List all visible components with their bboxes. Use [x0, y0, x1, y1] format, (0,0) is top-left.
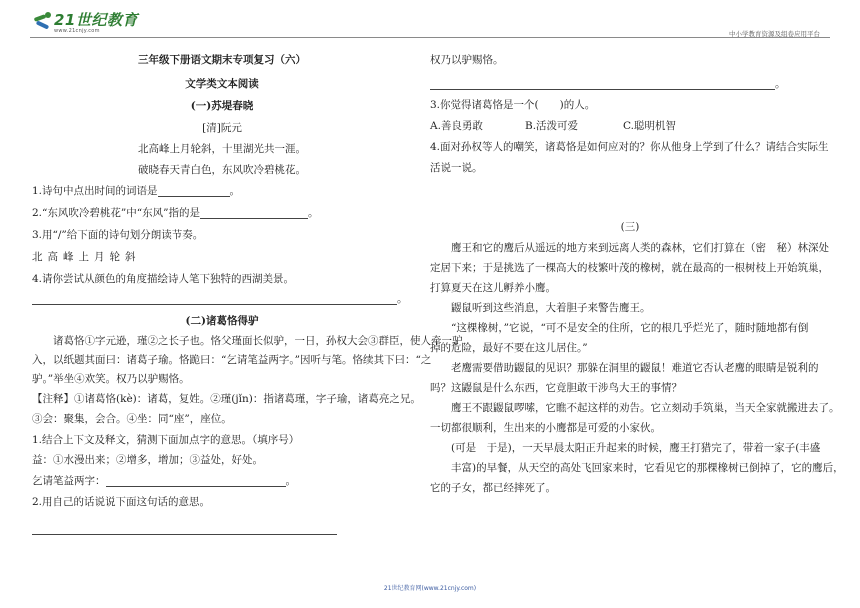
answer-line-2-2-right: 。: [430, 78, 830, 90]
section3-title: (三): [620, 221, 640, 233]
poem-line-2: 破晓春天青白色，东风吹冷碧桃花。: [138, 164, 306, 176]
option-c[interactable]: C.聪明机智: [623, 120, 676, 132]
question-2-3: 3.你觉得诸葛恪是一个( )的人。: [430, 99, 596, 111]
runner-logo-icon: [32, 12, 52, 34]
platform-name: 中小学教育资源及组卷应用平台: [729, 30, 820, 38]
option-b[interactable]: B.活泼可爱: [525, 120, 579, 132]
passage-2-line-2: 入，以纸题其面曰：诸葛子瑜。恪跪曰：“乞请笔益两字。”因听与笔。恪续其下曰：“之: [32, 354, 432, 366]
rhythm-poem-line[interactable]: 北高峰上月轮斜: [32, 251, 141, 263]
passage-3-line-4: 鼹鼠听到这些消息，大着胆子来警告鹰王。: [451, 302, 651, 314]
section-subtitle: 文学类文本阅读: [185, 78, 259, 90]
question-2-3-options: [430, 120, 830, 132]
question-2-text: 2.“东风吹冷碧桃花”中“东风”指的是: [32, 207, 200, 219]
answer-line-2-2[interactable]: [32, 534, 337, 535]
passage-3-line-7: 老鹰需要借助鼹鼠的见识？那躲在洞里的鼹鼠！难道它否认老鹰的眼睛是锐利的: [451, 362, 819, 374]
passage-2-line-1: 诸葛恪①字元逊，瑾②之长子也。恪父瑾面长似驴，一日，孙权大会③群臣，使人牵一驴: [53, 335, 463, 347]
logo-sub-text: www.21cnjy.com: [54, 28, 100, 34]
passage-3-line-2: 定居下来；于是挑选了一棵高大的枝繁叶茂的橡树，就在最高的一根树枝上开始筑巢，: [430, 262, 829, 274]
question-2-4-line-2: 活说一说。: [430, 162, 483, 174]
question-2-4-line-1: 4.面对孙权等人的嘲笑，诸葛恪是如何应对的？你从他身上学到了什么？请结合实际生: [430, 141, 829, 153]
passage-3-line-1: 鹰王和它的鹰后从遥远的地方来到远离人类的森林，它们打算在（密 秘）林深处: [451, 242, 829, 254]
annotation-line-2: ③会：聚集，会合。④坐：同“座”，座位。: [32, 413, 232, 425]
answer-blank-2-2[interactable]: [430, 79, 775, 90]
option-a[interactable]: A.善良勇敢: [430, 120, 483, 132]
poem-line-1: 北高峰上月轮斜，十里湖光共一涯。: [138, 143, 306, 155]
footer-site-text: 21世纪教育网(www.21cnjy.com): [383, 585, 477, 592]
answer-blank-2-1[interactable]: [106, 476, 286, 487]
question-1: 1.诗句中点出时间的词语是 。: [32, 185, 241, 197]
header-divider: [30, 37, 830, 38]
answer-blank-2[interactable]: [200, 208, 308, 219]
annotation-line-1: 【注释】①诸葛恪(kè)：诸葛，复姓。②瑾(jǐn)：指诸葛瑾，字子瑜，诸葛亮之兄。: [32, 393, 421, 405]
passage-3-line-6: 掉的危险，最好不要在这儿居住。”: [430, 342, 588, 354]
logo-main-text: 21世纪教育: [54, 11, 138, 29]
answer-line-4: 。: [32, 293, 412, 305]
passage-3-line-8: 吗？这鼹鼠是什么东西，它竟胆敢干涉鸟大王的事情？: [430, 382, 682, 394]
section1-title: (一)苏堤春晓: [190, 100, 254, 112]
poem-author: [清]阮元: [202, 122, 242, 134]
passage-3-line-9: 鹰王不跟鼹鼠啰嗦，它瞧不起这样的劝告。它立刻动手筑巢，当天全家就搬进去了。: [451, 402, 840, 414]
question-2-1: 1.结合上下文及释文，猜测下面加点字的意思。（填序号）: [32, 434, 300, 446]
question-2: 2.“东风吹冷碧桃花”中“东风”指的是 。: [32, 207, 319, 219]
question-3: 3.用“/”给下面的诗句划分朗读节奏。: [32, 229, 204, 241]
site-logo: [32, 12, 138, 34]
question-2-1-item: 乞请笔益两字： 。: [32, 475, 296, 487]
passage-3-line-5: “这棵橡树，”它说，“可不是安全的住所，它的根几乎烂光了，随时随地都有倒: [451, 322, 809, 334]
exam-title: 三年级下册语文期末专项复习（六）: [138, 54, 306, 66]
section2-title: (二)诸葛恪得驴: [185, 315, 259, 327]
passage-2-line-3: 驴。”举坐④欢笑。权乃以驴赐恪。: [32, 373, 190, 385]
question-2-1-options: 益：①水漫出来；②增多，增加；③益处，好处。: [32, 454, 263, 466]
question-2-2: 2.用自己的话说说下面这句话的意思。: [32, 496, 211, 508]
right-column: [430, 50, 844, 494]
passage-3-line-11: (可是 于是)，一天早晨太阳正升起来的时候，鹰王打猎完了，带着一家子(丰盛: [451, 442, 821, 454]
question-1-text: 1.诗句中点出时间的词语是: [32, 185, 158, 197]
answer-blank-1[interactable]: [158, 186, 230, 197]
passage-3-line-10: 一切都很顺利，生出来的小鹰都是可爱的小家伙。: [430, 422, 661, 434]
question-4: 4.请你尝试从颜色的角度描绘诗人笔下独特的西湖美景。: [32, 273, 295, 285]
passage-3-line-13: 它的子女，都已经摔死了。: [430, 482, 556, 494]
quoted-sentence: 权乃以驴赐恪。: [430, 54, 504, 66]
answer-blank-4[interactable]: [32, 294, 397, 305]
passage-3-line-12: 丰富)的早餐，从天空的高处飞回家来时，它看见它的那棵橡树已倒掉了，它的鹰后，: [451, 462, 844, 474]
passage-3-line-3: 打算夏天在这儿孵养小鹰。: [430, 282, 556, 294]
